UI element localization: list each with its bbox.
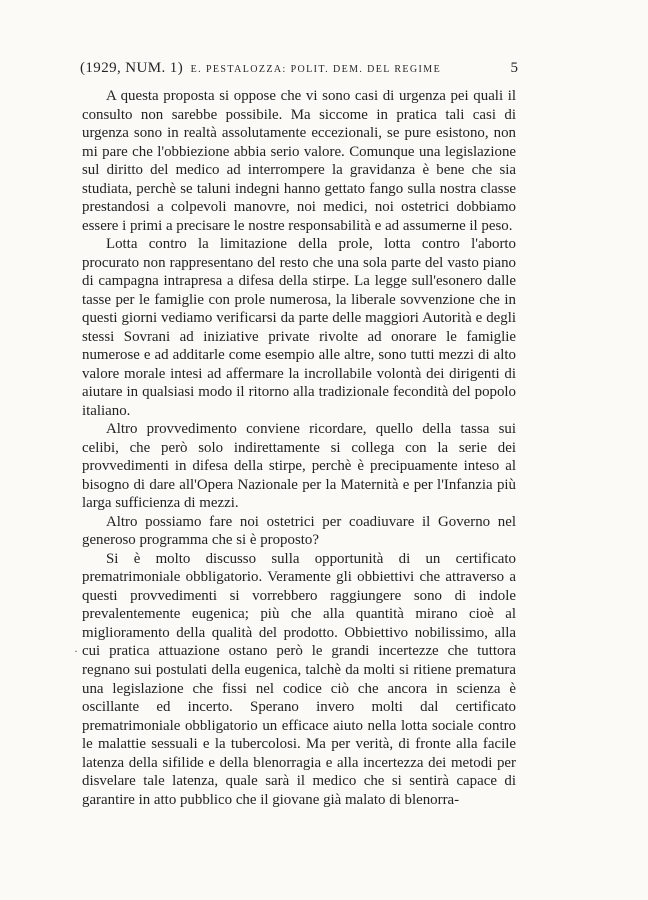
paragraph-obstetricians-question: Altro possiamo fare noi ostetrici per coadiuvare il Governo nel generoso programma che si è proposto? <box>82 513 516 549</box>
running-title: E. PESTALOZZA: POLIT. DEM. DEL REGIME <box>190 64 442 75</box>
paragraph-premarital-certificate: Si è molto discusso sulla opportunità di un certificato prematrimoniale obbligatorio. Veramente gli obbiettivi che attraverso a questi provvedimenti si vorrebbero raggiungere sono di indole prevalentemente eugenica; più che alla quantità mirano cioè al miglioramento della qualità del prodotto. Obbiettivo nobilissimo, alla cui pratica attuazione ostano però le grandi incertezze che tuttora regnano sui postulati della eugenica, talchè da molti si ritiene prematura una legislazione che fissi nel codice ciò che ancora in scienza è oscillante ed incerto. Sperano invero molti dal certificato prematrimoniale obbligatorio un efficace aiuto nella lotta sociale contro le malattie sessuali e la tubercolosi. Ma per verità, di fronte alla facile latenza della sifilide e della blenorragia e alla incertezza dei metodi per disvelare tale latenza, quale sarà il medico che si sentirà capace di garantire in atto pubblico che il giovane già malato di blenorra- <box>82 550 516 808</box>
header-left <box>80 60 441 77</box>
paragraph-birth-limitation: Lotta contro la limitazione della prole, lotta contro l'aborto procurato non rappresentano del resto che una sola parte del vasto piano di campagna intrapresa a difesa della stirpe. La legge sull'esonero dalle tasse per le famiglie con prole numerosa, la liberale sovvenzione che in questi giorni vediamo verificarsi da parte delle maggiori Autorità e degli stessi Sovrani ad iniziative private rivolte ad onorare le famiglie numerose e ad additarle come esempio alle altre, sono tutti mezzi di alto valore morale intesi ad affermare la incrollabile volontà dei dirigenti di aiutare in qualsiasi modo il ritorno alla tradizionale fecondità del popolo italiano. <box>82 236 516 419</box>
body-text <box>82 87 516 809</box>
paragraph-bachelor-tax: Altro provvedimento conviene ricordare, quello della tassa sui celibi, che però solo indirettamente si collega con la serie dei provvedimenti in difesa della stirpe, perchè è precipuamente inteso al bisogno di dare all'Opera Nazionale per la Maternità e per l'Infanzia più larga sufficienza di mezzi. <box>82 421 516 512</box>
volume-number: (1929, NUM. 1) <box>80 60 184 76</box>
page-number: 5 <box>510 60 518 76</box>
margin-speck: · <box>74 644 78 658</box>
running-header <box>80 60 518 80</box>
paragraph-abortion-consult: A questa proposta si oppose che vi sono casi di urgenza pei quali il consulto non sarebbe possibile. Ma siccome in pratica tali casi di urgenza sono in realtà assolutamente eccezionali, se pure esistono, non mi pare che l'obbiezione abbia serio valore. Comunque una legislazione sul diritto del medico ad interrompere la gravidanza è bene che sia studiata, perchè se taluni indegni hanno gettato fango sulla nostra classe prestandosi a colpevoli manovre, noi medici, noi ostetrici dobbiamo essere i primi a precisare le nostre responsabilità e ad assumerne il peso. <box>82 88 516 234</box>
